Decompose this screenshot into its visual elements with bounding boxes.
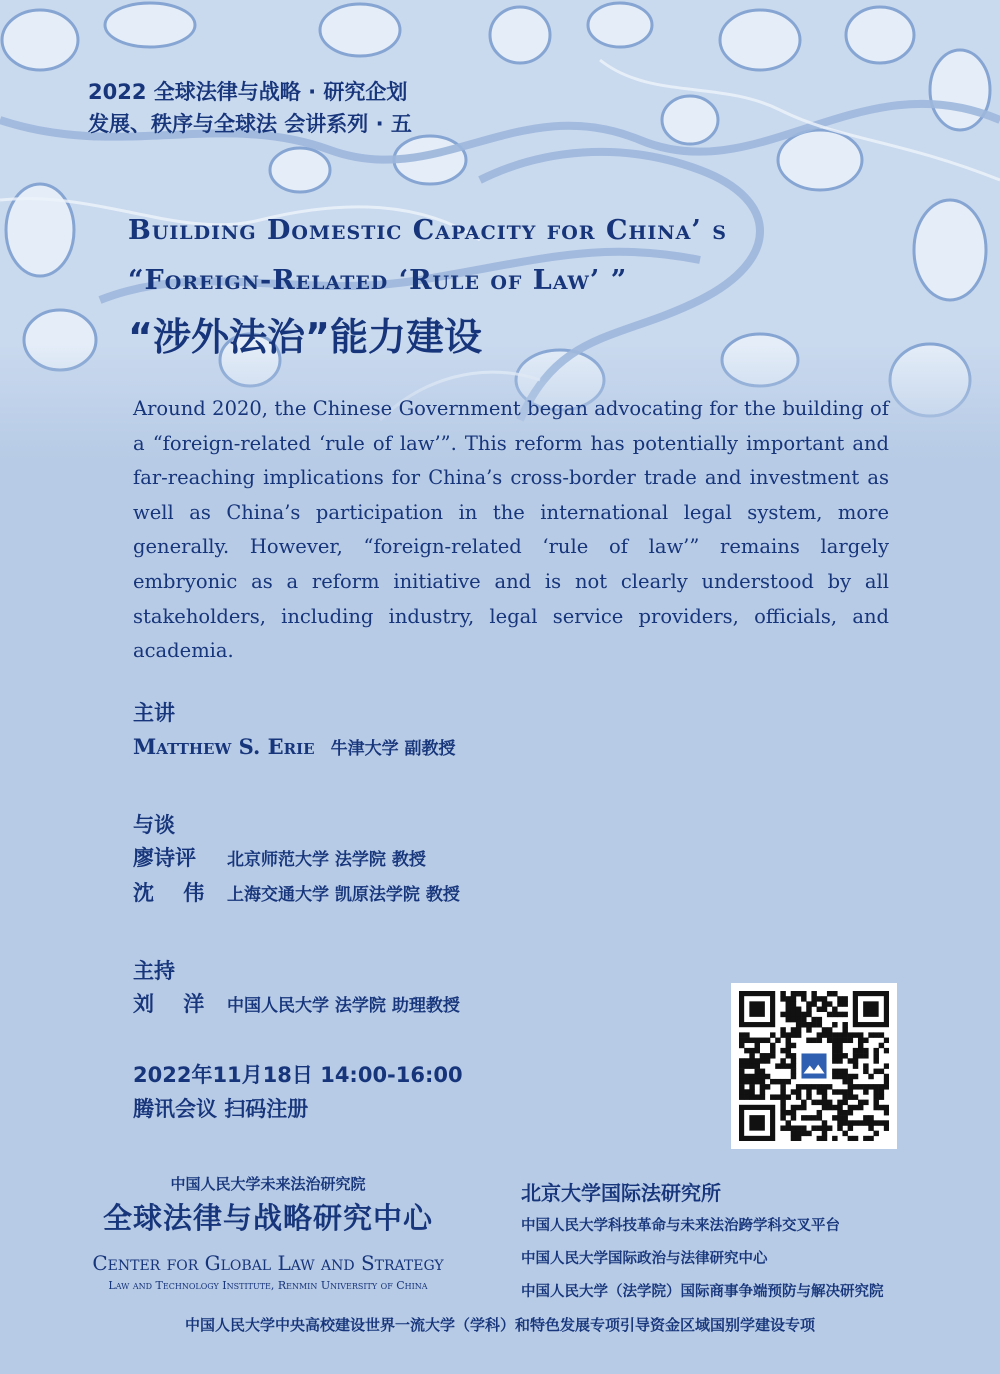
host-section <box>133 954 460 1023</box>
organizer-center-cn: 全球法律与战略研究中心 <box>102 1201 433 1235</box>
qr-code-icon[interactable] <box>739 991 889 1141</box>
organizer-right <box>521 1176 961 1309</box>
host-affiliation: 中国人民大学 法学院 助理教授 <box>227 996 460 1016</box>
discussants-section <box>133 808 460 912</box>
co-organizer-item: 中国人民大学科技革命与未来法治跨学科交叉平台 <box>521 1218 840 1234</box>
discussant-affiliation: 上海交通大学 凯原法学院 教授 <box>227 885 460 905</box>
host-label: 主持 <box>133 959 175 983</box>
event-info <box>133 1058 463 1126</box>
series-line-2: 发展、秩序与全球法 会讲系列 · 五 <box>88 112 412 136</box>
speaker-label: 主讲 <box>133 701 175 725</box>
series-heading <box>88 76 412 140</box>
organizer-institute-en: Law and Technology Institute, Renmin University of China <box>108 1279 428 1292</box>
funding-footer: 中国人民大学中央高校建设世界一流大学（学科）和特色发展专项引导资金区域国别学建设专项 <box>184 1316 815 1334</box>
discussant-name: 廖诗评 <box>133 846 196 870</box>
host-name: 刘 洋 <box>133 992 205 1016</box>
co-organizer-item: 中国人民大学（法学院）国际商事争端预防与解决研究院 <box>521 1284 884 1300</box>
speaker-section <box>133 696 456 766</box>
event-datetime: 2022年11月18日 14:00-16:00 <box>133 1063 463 1087</box>
organizer-left <box>78 1172 458 1294</box>
series-line-1: 2022 全球法律与战略 · 研究企划 <box>88 80 408 104</box>
discussants-label: 与谈 <box>133 813 175 837</box>
co-organizer-head: 北京大学国际法研究所 <box>521 1181 721 1205</box>
discussant-row <box>133 877 460 912</box>
english-title-line-2: “Foreign-Related ‘Rule of Law’ ” <box>128 265 628 296</box>
co-organizer-item: 中国人民大学国际政治与法律研究中心 <box>521 1251 768 1267</box>
mountain-logo-icon <box>801 1053 826 1078</box>
registration-qr-code[interactable] <box>731 983 897 1149</box>
discussant-row <box>133 842 460 877</box>
organizer-institute: 中国人民大学未来法治研究院 <box>170 1175 366 1193</box>
discussant-name: 沈 伟 <box>133 881 205 905</box>
abstract-paragraph: Around 2020, the Chinese Government began advocating for the building of a “foreign-related ‘rule of law’”. This reform has potentially important and far-reaching implications for China’s cross-border trade and investment as well as China’s participation in the international legal system, more generally. However, “foreign-related ‘rule of law’” remains largely embryonic as a reform initiative and is not clearly understood by all stakeholders, including industry, legal service providers, officials, and academia. <box>133 397 889 663</box>
english-title <box>128 206 888 306</box>
speaker-name: Matthew S. Erie <box>133 734 315 759</box>
chinese-title: “涉外法治”能力建设 <box>128 315 482 359</box>
english-title-line-1: Building Domestic Capacity for China’ s <box>128 215 727 246</box>
discussant-affiliation: 北京师范大学 法学院 教授 <box>227 850 426 870</box>
event-platform: 腾讯会议 扫码注册 <box>133 1097 309 1121</box>
organizer-center-en: Center for Global Law and Strategy <box>92 1251 444 1275</box>
speaker-affiliation: 牛津大学 副教授 <box>330 739 456 759</box>
